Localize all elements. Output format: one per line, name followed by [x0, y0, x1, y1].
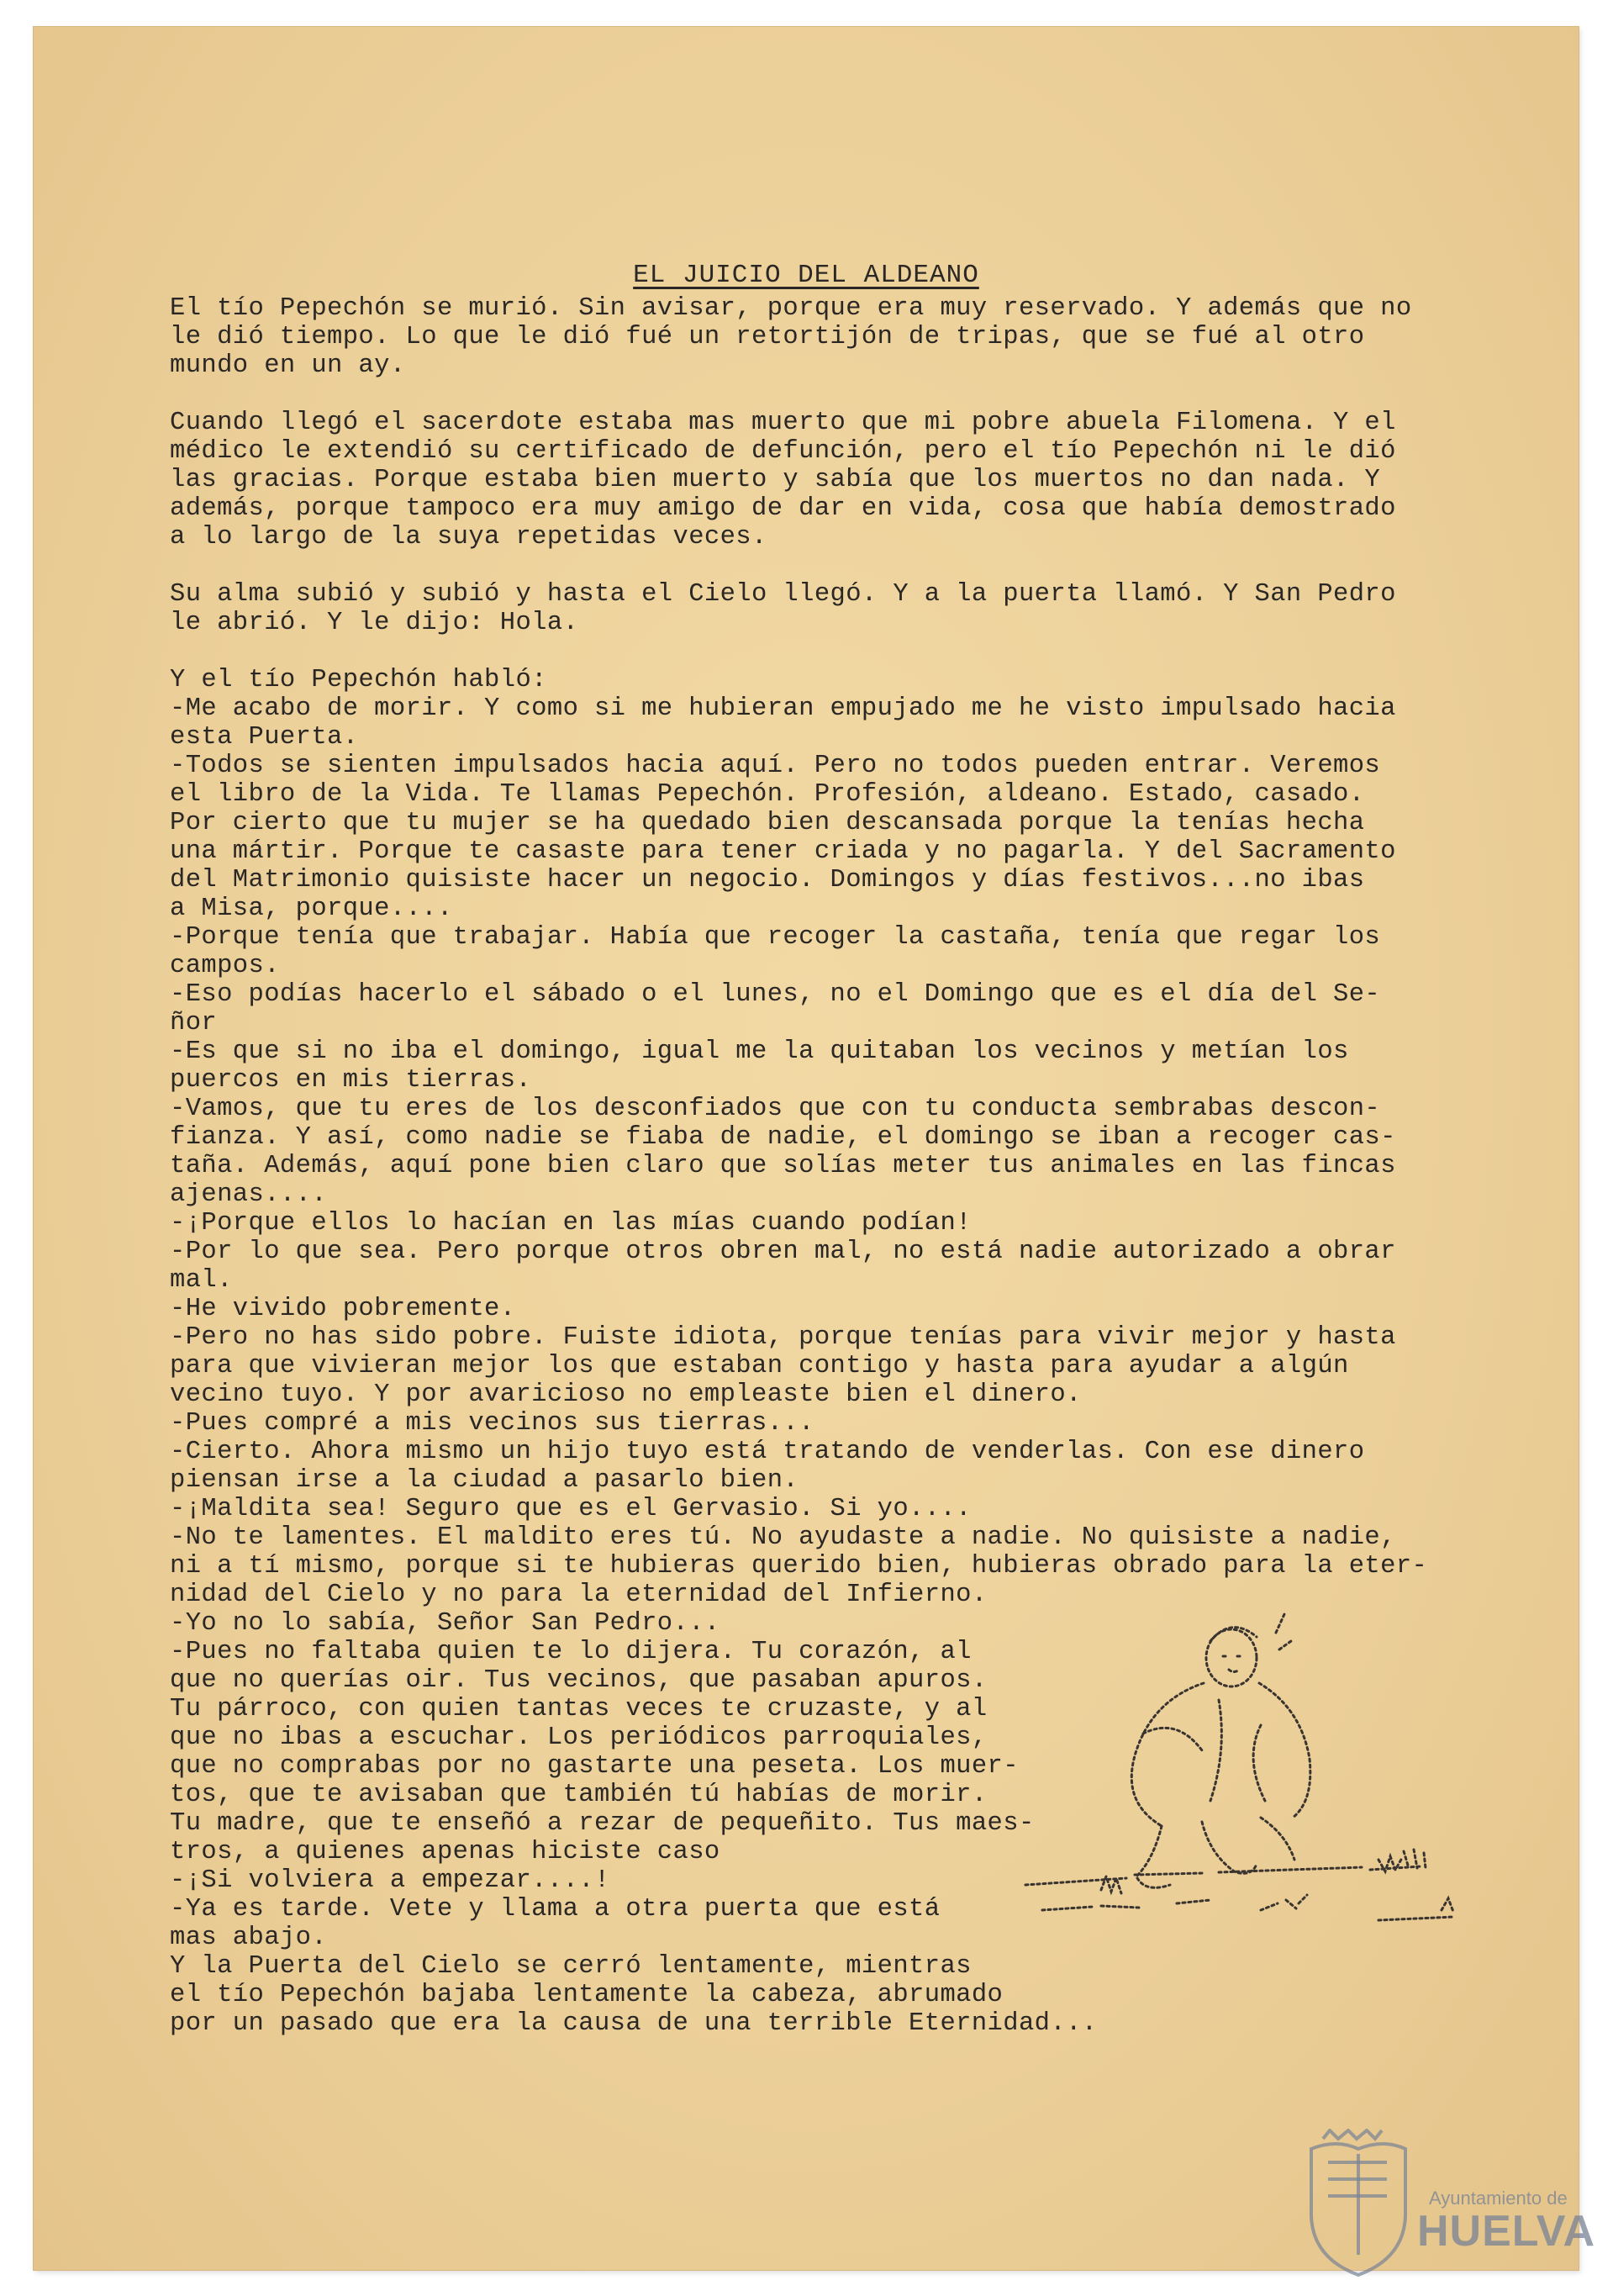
watermark-subtitle: Ayuntamiento de [1429, 2188, 1568, 2209]
text-line: -¡Porque ellos lo hacían en las mías cuando podían! [170, 1209, 972, 1238]
text-line: -Me acabo de morir. Y como si me hubieran empujado me he visto impulsado hacia [170, 694, 1396, 723]
text-line: por un pasado que era la causa de una terrible Eternidad... [170, 2009, 1098, 2038]
text-line: -No te lamentes. El maldito eres tú. No ayudaste a nadie. No quisiste a nadie, [170, 1523, 1396, 1552]
text-line: -Todos se sienten impulsados hacia aquí. Pero no todos pueden entrar. Veremos [170, 752, 1381, 780]
text-line: el libro de la Vida. Te llamas Pepechón. Profesión, aldeano. Estado, casado. [170, 780, 1365, 809]
text-line: una mártir. Porque te casaste para tener criada y no pagarla. Y del Sacramento [170, 837, 1396, 866]
text-line: -Yo no lo sabía, Señor San Pedro... [170, 1609, 720, 1638]
text-line: -Ya es tarde. Vete y llama a otra puerta que está [170, 1895, 941, 1924]
text-line: -Eso podías hacerlo el sábado o el lunes, no el Domingo que es el día del Se- [170, 980, 1381, 1009]
text-line: Y la Puerta del Cielo se cerró lentamente, mientras [170, 1952, 972, 1981]
text-line: que no querías oir. Tus vecinos, que pasaban apuros. [170, 1666, 988, 1695]
text-line: -Porque tenía que trabajar. Había que recoger la castaña, tenía que regar los [170, 923, 1381, 952]
text-line: -Por lo que sea. Pero porque otros obren mal, no está nadie autorizado a obrar [170, 1238, 1396, 1266]
text-line: tros, a quienes apenas hiciste caso [170, 1838, 720, 1866]
paragraph-break [170, 637, 1515, 666]
text-line: mas abajo. [170, 1924, 328, 1952]
text-line: puercos en mis tierras. [170, 1066, 532, 1095]
text-line: -Cierto. Ahora mismo un hijo tuyo está tratando de venderlas. Con ese dinero [170, 1438, 1365, 1466]
text-line: además, porque tampoco era muy amigo de dar en vida, cosa que había demostrado [170, 494, 1396, 523]
text-line: ajenas.... [170, 1180, 328, 1209]
text-line: -Pero no has sido pobre. Fuiste idiota, porque tenías para vivir mejor y hasta [170, 1323, 1396, 1352]
text-line: Cuando llegó el sacerdote estaba mas muerto que mi pobre abuela Filomena. Y el [170, 409, 1396, 437]
text-line: tos, que te avisaban que también tú habías de morir. [170, 1781, 988, 1809]
text-line: le dió tiempo. Lo que le dió fué un retortijón de tripas, que se fué al otro [170, 323, 1365, 351]
text-line: el tío Pepechón bajaba lentamente la cabeza, abrumado [170, 1981, 1004, 2009]
text-line: -Vamos, que tu eres de los desconfiados que con tu conducta sembrabas descon- [170, 1095, 1381, 1123]
text-line: que no comprabas por no gastarte una peseta. Los muer- [170, 1752, 1019, 1781]
text-line: nidad del Cielo y no para la eternidad del Infierno. [170, 1581, 988, 1609]
text-line: le abrió. Y le dijo: Hola. [170, 609, 579, 637]
paragraph-break [170, 380, 1515, 409]
text-line: Su alma subió y subió y hasta el Cielo llegó. Y a la puerta llamó. Y San Pedro [170, 580, 1396, 609]
text-line: El tío Pepechón se murió. Sin avisar, porque era muy reservado. Y además que no [170, 294, 1412, 323]
text-line: mal. [170, 1266, 233, 1295]
text-line: -¡Si volviera a empezar....! [170, 1866, 610, 1895]
text-line: -¡Maldita sea! Seguro que es el Gervasio. Si yo.... [170, 1495, 972, 1523]
peasant-sketch-illustration [1009, 1607, 1479, 1961]
text-line: piensan irse a la ciudad a pasarlo bien. [170, 1466, 799, 1495]
text-line: -He vivido pobremente. [170, 1295, 516, 1323]
text-line: Por cierto que tu mujer se ha quedado bien descansada porque la tenías hecha [170, 809, 1365, 837]
watermark-name: HUELVA [1417, 2207, 1596, 2256]
document-title: EL JUICIO DEL ALDEANO [633, 261, 979, 290]
text-line: -Pues no faltaba quien te lo dijera. Tu corazón, al [170, 1638, 972, 1666]
text-line: médico le extendió su certificado de defunción, pero el tío Pepechón ni le dió [170, 437, 1396, 466]
text-line: vecino tuyo. Y por avaricioso no empleaste bien el dinero. [170, 1380, 1082, 1409]
text-line: ni a tí mismo, porque si te hubieras querido bien, hubieras obrado para la eter- [170, 1552, 1428, 1581]
text-line: -Pues compré a mis vecinos sus tierras... [170, 1409, 814, 1438]
text-line: Tu madre, que te enseñó a rezar de pequeñito. Tus maes- [170, 1809, 1035, 1838]
text-line: a lo largo de la suya repetidas veces. [170, 523, 767, 552]
text-line: que no ibas a escuchar. Los periódicos parroquiales, [170, 1723, 988, 1752]
text-line: las gracias. Porque estaba bien muerto y sabía que los muertos no dan nada. Y [170, 466, 1381, 494]
text-line: taña. Además, aquí pone bien claro que solías meter tus animales en las fincas [170, 1152, 1396, 1180]
text-line: para que vivieran mejor los que estaban contigo y hasta para ayudar a algún [170, 1352, 1349, 1380]
text-line: del Matrimonio quisiste hacer un negocio. Domingos y días festivos...no ibas [170, 866, 1365, 895]
text-line: a Misa, porque.... [170, 895, 453, 923]
text-line: ñor [170, 1009, 218, 1037]
text-line: -Es que si no iba el domingo, igual me la quitaban los vecinos y metían los [170, 1037, 1349, 1066]
paragraph-break [170, 552, 1515, 580]
text-line: esta Puerta. [170, 723, 359, 752]
text-line: Y el tío Pepechón habló: [170, 666, 547, 694]
text-line: fianza. Y así, como nadie se fiaba de nadie, el domingo se iban a recoger cas- [170, 1123, 1396, 1152]
document-page [34, 27, 1596, 2270]
text-line: mundo en un ay. [170, 351, 406, 380]
text-line: campos. [170, 952, 280, 980]
text-line: Tu párroco, con quien tantas veces te cruzaste, y al [170, 1695, 988, 1723]
